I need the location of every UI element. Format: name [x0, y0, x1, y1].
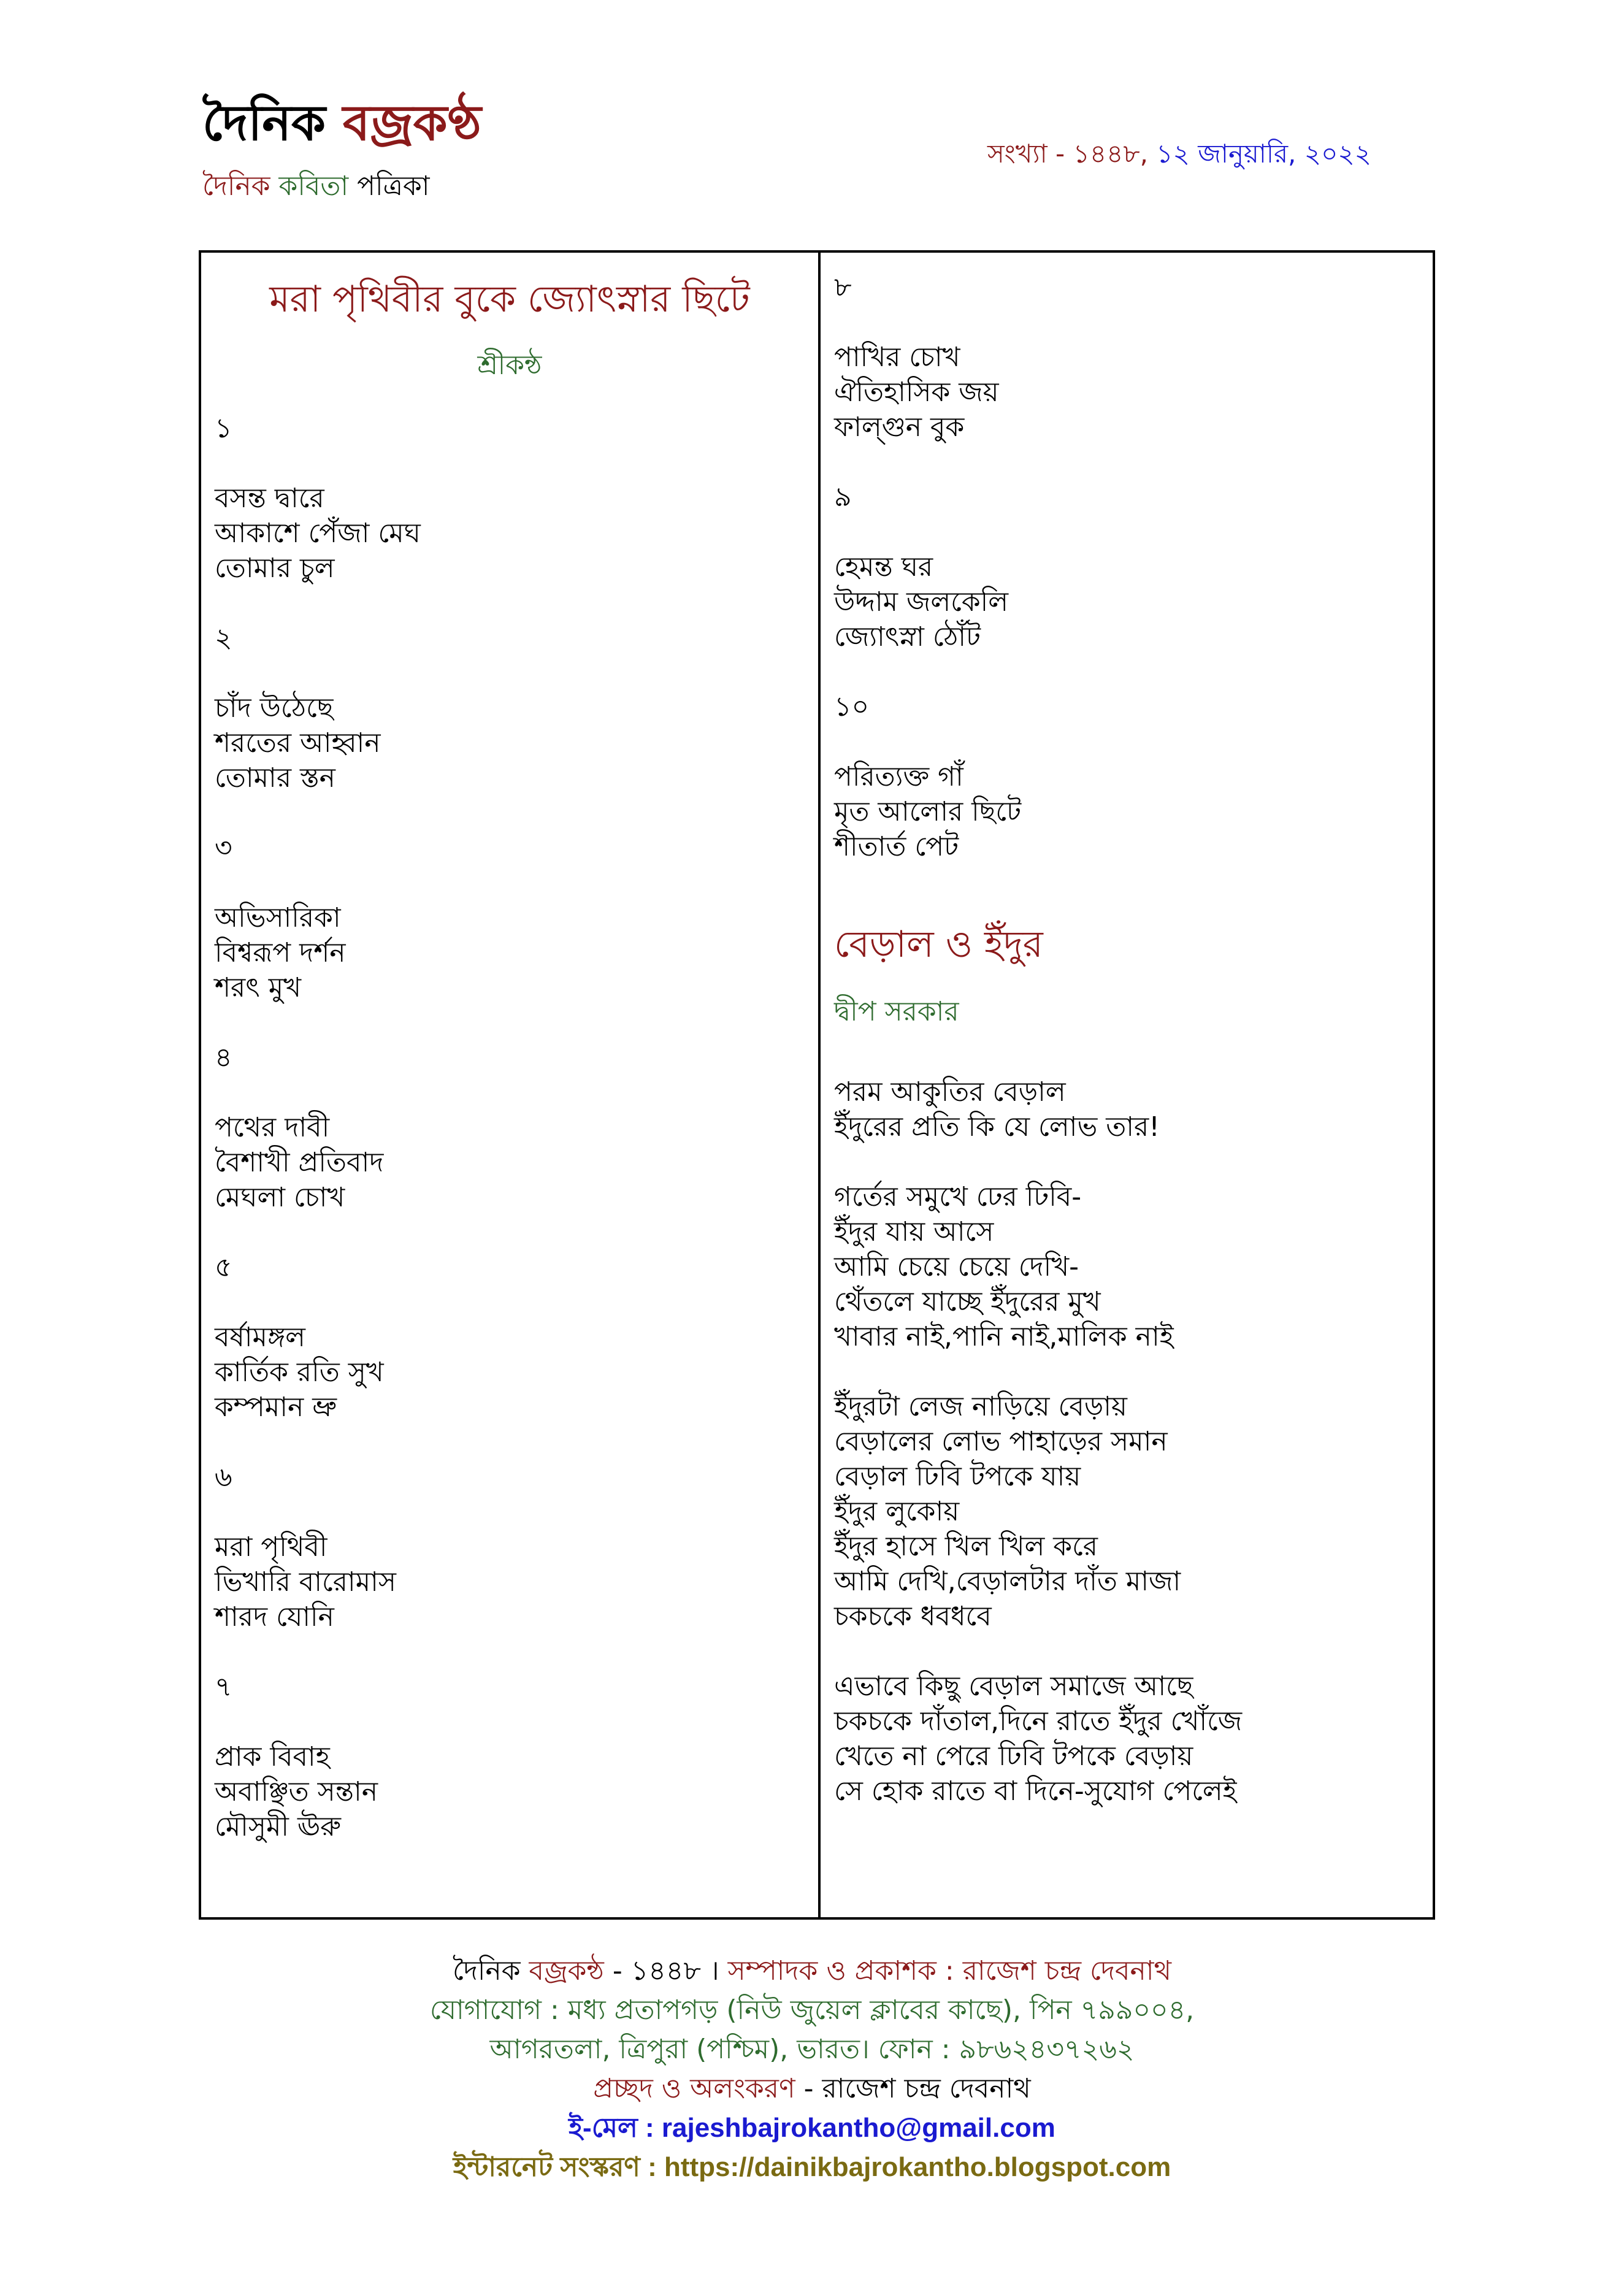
poem-line: ১০ [834, 691, 870, 722]
poem-line: বেড়াল ঢিবি টপকে যায় [834, 1461, 1081, 1492]
footer-web-label: ইন্টারনেট সংস্করণ : [453, 2152, 664, 2182]
footer-email-line [0, 2109, 1624, 2148]
poem-line: শরতের আহ্বান [215, 727, 381, 759]
poem-line [834, 515, 1021, 550]
poem-line: তোমার চুল [215, 553, 335, 584]
poem-line [215, 1285, 421, 1320]
poem-line: আমি চেয়ে চেয়ে দেখি- [834, 1251, 1079, 1282]
footer-cover-credit [0, 2069, 1624, 2109]
footer-bajrokantho: বজ্রকন্ঠ [529, 1955, 604, 1987]
footer-contact-line1: যোগাযোগ : মধ্য প্রতাপগড় (নিউ জুয়েল ক্লাবের কাছে), পিন ৭৯৯০০৪, [429, 1994, 1195, 2026]
footer [0, 1952, 1624, 2187]
poem-line: মৃত আলোর ছিটে [834, 796, 1022, 827]
poem-line [215, 795, 421, 830]
issue-info [987, 134, 1371, 177]
poem-line: ৫ [215, 1252, 232, 1283]
poem-line: হেমন্ত ঘর [834, 551, 933, 583]
poem-line: ঐতিহাসিক জয় [834, 377, 999, 408]
footer-cover-name: - রাজেশ চন্দ্র দেবনাথ [795, 2073, 1031, 2104]
poem-line [834, 1144, 1242, 1179]
poem-line: ফাল্গুন বুক [834, 412, 965, 443]
poem1-author: শ্রীকন্ঠ [477, 350, 542, 381]
poem-line: ৯ [834, 481, 852, 513]
poem1-right-lines [834, 270, 1021, 864]
poem-line: শীতার্ত পেট [834, 831, 959, 862]
poem-line: জ্যোৎস্না ঠোঁট [834, 621, 981, 653]
poem-line [215, 865, 421, 900]
poem-line: ইঁদুর লুকোয় [834, 1496, 960, 1527]
poem-line: ইঁদুর হাসে খিল খিল করে [834, 1531, 1098, 1562]
poem1-left-lines [215, 411, 421, 1844]
poem-line [215, 586, 421, 621]
poem-line: শরৎ মুখ [215, 972, 302, 1003]
footer-web-line [0, 2148, 1624, 2187]
masthead [202, 94, 482, 210]
tagline-part3: পত্রিকা [357, 170, 430, 202]
poem-line: প্রাক বিবাহ [215, 1741, 330, 1772]
poem-line: পরম আকুতির বেড়াল [834, 1076, 1066, 1108]
poem-line: ৭ [215, 1671, 232, 1703]
poem-line [215, 1005, 421, 1040]
poem-line [215, 1495, 421, 1530]
poem-line: ১ [215, 413, 232, 444]
footer-editor-name: রাজেশ চন্দ্র দেবনাথ [962, 1955, 1172, 1987]
poem-line [834, 654, 1021, 689]
poem2-lines [834, 1075, 1242, 1809]
footer-issue: - ১৪৪৮ । [603, 1955, 728, 1987]
poem1-title: মরা পৃথিবীর বুকে জ্যোৎস্নার ছিটে [269, 278, 750, 321]
poem2-title: বেড়াল ও ইঁদুর [834, 923, 1043, 966]
poem-line: অবাঞ্ছিত সন্তান [215, 1776, 378, 1807]
poem-line: তোমার স্তন [215, 762, 335, 794]
poem-line: ২ [215, 623, 232, 654]
poem-line: গর্তের সমুখে ঢের ঢিবি- [834, 1181, 1082, 1213]
poem-line: চকচকে ধবধবে [834, 1601, 992, 1632]
title-part-dainik: দৈনিক [202, 94, 343, 151]
poem-line: আমি দেখি,বেড়ালটার দাঁত মাজা [834, 1566, 1181, 1597]
column-divider [818, 253, 821, 1917]
poem-line: আকাশে পেঁজা মেঘ [215, 518, 421, 549]
poem-line: পাখির চোখ [834, 342, 960, 373]
footer-email-link[interactable]: rajeshbajrokantho@gmail.com [661, 2113, 1055, 2143]
footer-cover-label: প্রচ্ছদ ও অলংকরণ [593, 2073, 795, 2104]
poem-line [215, 1215, 421, 1250]
poem-line [834, 724, 1021, 759]
poem-line: বৈশাখী প্রতিবাদ [215, 1147, 384, 1178]
poem-line: ৬ [215, 1462, 232, 1493]
poem-line: ইঁদুরটা লেজ নাড়িয়ে বেড়ায় [834, 1391, 1127, 1422]
poem2-author: দ্বীপ সরকার [834, 996, 959, 1027]
poem-line [215, 1634, 421, 1669]
issue-date: ১২ জানুয়ারি, ২০২২ [1156, 139, 1371, 169]
tagline-part1: দৈনিক [202, 170, 279, 202]
poem-line: ভিখারি বারোমাস [215, 1566, 396, 1598]
poem-line: উদ্দাম জলকেলি [834, 586, 1008, 618]
poem-line: অভিসারিকা [215, 902, 341, 933]
poem-line [215, 1425, 421, 1460]
issue-number: ১৪৪৮ [1073, 139, 1140, 169]
issue-separator: , [1139, 139, 1157, 169]
title-part-bajrokantho: বজ্রকণ্ঠ [342, 94, 482, 151]
poem-line: থেঁতলে যাচ্ছে ইঁদুরের মুখ [834, 1286, 1101, 1317]
poem-line: সে হোক রাতে বা দিনে-সুযোগ পেলেই [834, 1776, 1237, 1807]
footer-contact-line2: আগরতলা, ত্রিপুরা (পশ্চিম), ভারত। ফোন : ৯৮৬২৪৩৭২৬২ [489, 2034, 1135, 2065]
poem-line: চকচকে দাঁতাল,দিনে রাতে ইঁদুর খোঁজে [834, 1706, 1243, 1737]
footer-line-editor [0, 1952, 1624, 1991]
poem-line [834, 1634, 1242, 1669]
tagline [202, 166, 481, 210]
poem-line [215, 656, 421, 691]
poem-line: ৮ [834, 272, 852, 303]
footer-dainik: দৈনিক [452, 1955, 529, 1987]
poem-line: এভাবে কিছু বেড়াল সমাজে আছে [834, 1671, 1193, 1702]
issue-label: সংখ্যা - [987, 139, 1073, 169]
tagline-part2: কবিতা [278, 170, 358, 202]
poem-line [834, 305, 1021, 340]
poem-line: কার্তিক রতি সুখ [215, 1357, 384, 1388]
poem-line: খাবার নাই,পানি নাই,মালিক নাই [834, 1321, 1174, 1352]
footer-web-link[interactable]: https://dainikbajrokantho.blogspot.com [664, 2152, 1171, 2182]
footer-email-label: ই-মেল : [569, 2113, 662, 2143]
poem-line [215, 446, 421, 481]
poem-line: বিশ্বরূপ দর্শন [215, 937, 346, 968]
poem-line: মেঘলা চোখ [215, 1182, 345, 1213]
poem-line: মৌসুমী ঊরু [215, 1811, 342, 1842]
poem-line: ইঁদুর যায় আসে [834, 1216, 994, 1247]
content-frame [199, 250, 1435, 1920]
poem-line: কম্পমান ভ্রু [215, 1392, 337, 1423]
poem-line: ৪ [215, 1042, 232, 1073]
poem-line: বর্ষামঙ্গল [215, 1322, 305, 1353]
poem-line [215, 1075, 421, 1110]
newspaper-title [202, 94, 482, 151]
poem-line: পথের দাবী [215, 1112, 330, 1143]
poem-line: শারদ যোনি [215, 1601, 334, 1633]
poem-line: মরা পৃথিবী [215, 1531, 327, 1563]
poem-line [834, 1354, 1242, 1389]
poem-line: চাঁদ উঠেছে [215, 692, 334, 724]
poem-line: বেড়ালের লোভ পাহাড়ের সমান [834, 1426, 1168, 1457]
footer-editor-label: সম্পাদক ও প্রকাশক : [727, 1955, 963, 1987]
poem-line: পরিত্যক্ত গাঁ [834, 761, 963, 792]
poem-line: খেতে না পেরে ঢিবি টপকে বেড়ায় [834, 1741, 1193, 1772]
poem-line: ইঁদুরের প্রতি কি যে লোভ তার! [834, 1111, 1160, 1143]
poem-line [834, 445, 1021, 480]
poem-line: বসন্ত দ্বারে [215, 483, 324, 514]
poem-line [215, 1704, 421, 1739]
poem-line: ৩ [215, 832, 232, 864]
